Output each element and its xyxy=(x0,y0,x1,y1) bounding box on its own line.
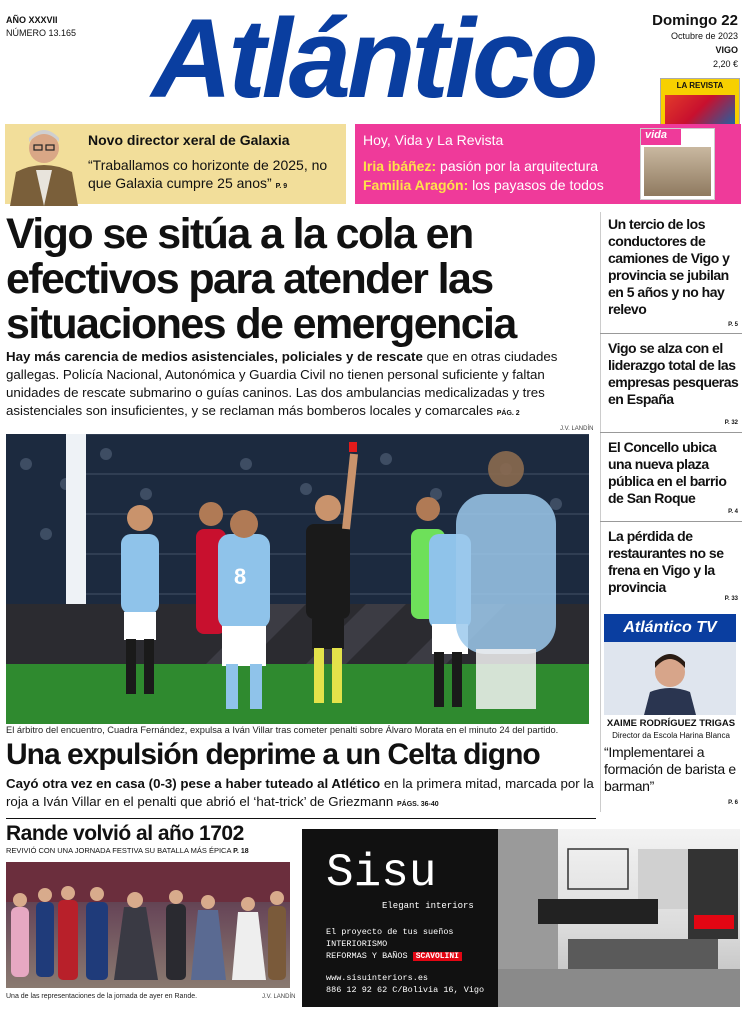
atlantico-tv-header[interactable]: Atlántico TV xyxy=(604,614,736,642)
date-month: Octubre de 2023 xyxy=(670,31,738,41)
photo-credit: J.V. LANDÍN xyxy=(560,426,594,432)
rande-photo[interactable] xyxy=(6,862,290,988)
rande-credit: J.V. LANDÍN xyxy=(262,994,296,1000)
tv-guest-role: Director da Escola Harina Blanca xyxy=(612,731,730,740)
brief-divider xyxy=(600,333,742,334)
ad-line-1: El proyecto de tus sueños xyxy=(326,927,454,937)
edition-number: NÚMERO 13.165 xyxy=(6,28,77,38)
rande-illustration xyxy=(6,862,290,988)
ad-kitchen-image xyxy=(498,829,740,1007)
page-ref: PÁGS. 36-40 xyxy=(397,801,439,808)
date-day: Domingo 22 xyxy=(652,12,738,29)
brief-restaurantes[interactable]: La pérdida de restaurantes no se frena en Vigo y la provincia xyxy=(608,528,724,595)
promo-vida-line-2: Familia Aragón: los payasos de todos xyxy=(363,177,604,193)
celta-lede: Cayó otra vez en casa (0-3) pese a haber tuteado al Atlético en la primera mitad, marcada por la roja a Iván Villar en el penalti que abrió el ‘hat-trick’ de Griezmann PÁGS. 36-40 xyxy=(6,776,594,809)
promo-vida-line-1: Iria ibáñez: pasión por la arquitectura xyxy=(363,158,599,174)
page-ref: P. 18 xyxy=(233,848,249,855)
promo-galaxia-quote: “Traballamos co horizonte de 2025, no que Galaxia cumpre 25 anos” P. 9 xyxy=(88,157,328,191)
main-lede: Hay más carencia de medios asistenciales, policiales y de rescate que en otras ciudades gallegas. Policía Nacional, Autonómica y Guardia Civil no tienen personal suficiente y faltan unidades de rescate submarino o guías caninos. Las dos ambulancias medicalizadas y tres asistenciales son insuficientes, y se reclaman más bomberos locales y comarcales PÁG. 2 xyxy=(6,349,558,418)
ad-line-2: INTERIORISMO xyxy=(326,939,388,949)
rande-caption: Una de las representaciones de la jornada de ayer en Rande. xyxy=(6,993,198,1000)
tv-page-ref: P. 6 xyxy=(728,800,738,806)
ad-phone-address: 886 12 92 62 C/Bolivia 16, Vigo xyxy=(326,985,485,995)
jersey-number: 8 xyxy=(234,564,247,589)
page-ref: PÁG. 2 xyxy=(496,410,520,417)
edition-meta xyxy=(6,14,76,40)
section-divider xyxy=(6,818,596,819)
ad-web: www.sisuinteriors.es xyxy=(326,973,429,983)
brief-divider xyxy=(600,432,742,433)
brief-page-ref: P. 5 xyxy=(728,322,738,328)
brief-page-ref: P. 4 xyxy=(728,509,738,515)
director-portrait xyxy=(6,118,82,206)
ad-line-3: REFORMAS Y BAÑOS SCAVOLINI xyxy=(326,951,462,961)
promo-vida-kicker: Hoy, Vida y La Revista xyxy=(363,132,504,148)
page-ref: P. 9 xyxy=(275,183,288,190)
main-headline[interactable]: Vigo se sitúa a la cola en efectivos para atender las situaciones de emergencia xyxy=(6,210,516,348)
revista-label: LA REVISTA xyxy=(676,81,724,90)
brief-divider xyxy=(600,521,742,522)
vida-image xyxy=(644,147,711,196)
match-photo[interactable] xyxy=(6,434,589,724)
column-rule xyxy=(600,212,601,812)
photo-caption: El árbitro del encuentro, Cuadra Fernández, expulsa a Iván Villar tras cometer penalti sobre Álvaro Morata en el minuto 24 del partido. xyxy=(6,725,559,735)
edition-year: AÑO XXXVII xyxy=(6,15,58,25)
brief-camiones[interactable]: Un tercio de los conductores de camiones de Vigo y provincia se jubilan en 5 años y no hay relevo xyxy=(608,216,730,317)
kitchen-illustration xyxy=(498,829,740,1007)
tv-quote[interactable]: “Implementarei a formación de barista e barman” xyxy=(604,744,736,794)
rande-subhead: REVIVIÓ CON UNA JORNADA FESTIVA SU BATALLA MÁS ÉPICA P. 18 xyxy=(6,846,249,855)
ad-brand: Sisu xyxy=(326,847,437,899)
brief-page-ref: P. 32 xyxy=(724,420,738,426)
ad-partner-logo: SCAVOLINI xyxy=(413,952,462,961)
brief-page-ref: P. 33 xyxy=(724,596,738,602)
edition-date xyxy=(652,12,738,70)
tv-guest-portrait xyxy=(604,642,736,715)
rande-headline[interactable]: Rande volvió al año 1702 xyxy=(6,822,244,845)
celta-headline[interactable]: Una expulsión deprime a un Celta digno xyxy=(6,738,540,771)
price: 2,20 € xyxy=(712,59,738,69)
newspaper-logo[interactable]: Atlántico xyxy=(151,0,595,121)
brief-pesqueras[interactable]: Vigo se alza con el liderazgo total de las empresas pesqueras en España xyxy=(608,340,739,407)
ad-tagline: Elegant interiors xyxy=(382,901,474,911)
sisu-advertisement[interactable] xyxy=(302,829,740,1007)
vida-tag: vida xyxy=(641,129,681,145)
brief-plaza[interactable]: El Concello ubica una nueva plaza pública en el barrio de San Roque xyxy=(608,439,727,506)
tv-guest-name: XAIME RODRÍGUEZ TRIGAS xyxy=(606,718,736,729)
promo-galaxia-kicker: Novo director xeral de Galaxia xyxy=(88,132,290,148)
edition-city: VIGO xyxy=(715,45,738,55)
match-illustration xyxy=(6,434,589,724)
vida-thumbnail[interactable] xyxy=(640,128,715,200)
